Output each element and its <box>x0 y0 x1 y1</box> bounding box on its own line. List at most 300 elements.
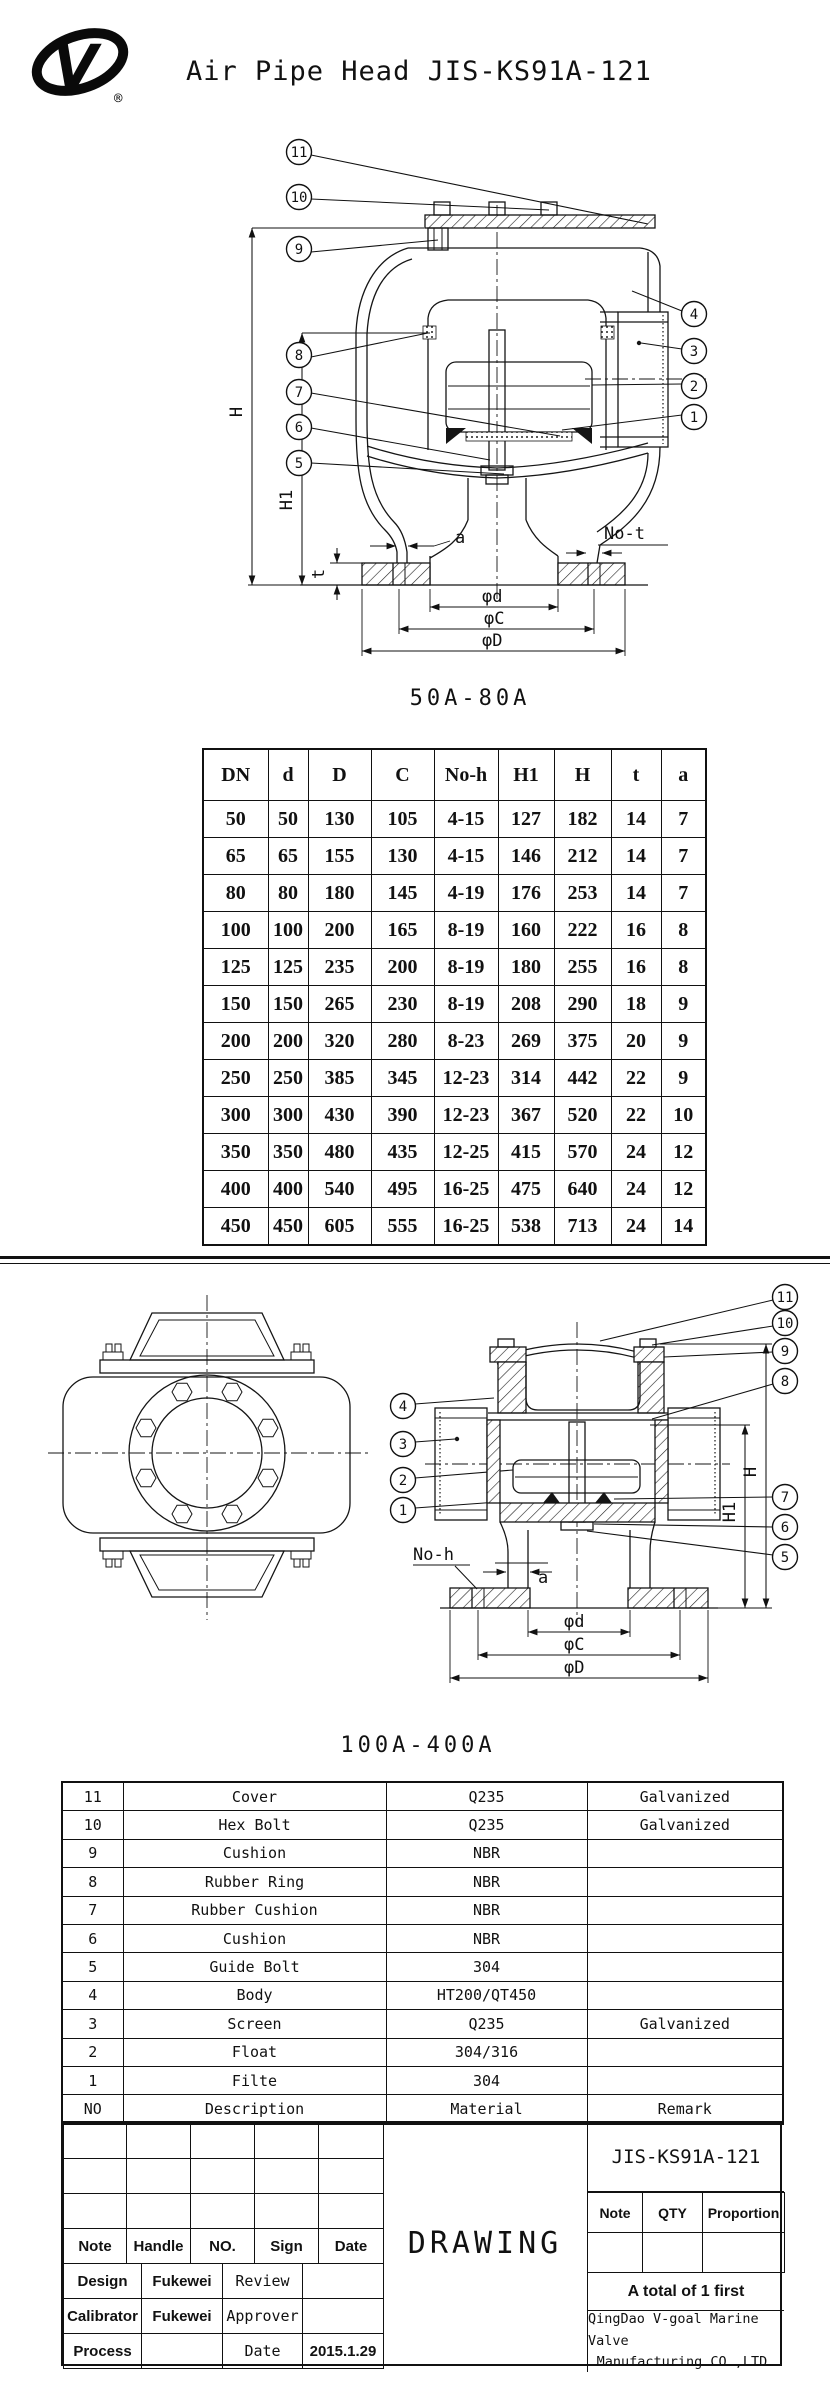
table-row <box>62 2038 783 2066</box>
dim-H1: H1 <box>277 489 297 511</box>
table-cell: 442 <box>554 1060 611 1097</box>
table-cell: 16-25 <box>434 1208 498 1246</box>
rubber-ring <box>601 326 614 339</box>
table-cell: 14 <box>611 801 661 838</box>
table-row <box>62 2010 783 2038</box>
figure2-front-view <box>48 1295 513 1620</box>
guide-bolt-nut <box>428 228 448 250</box>
table-cell: 9 <box>661 1023 706 1060</box>
table-cell: 10 <box>62 1811 123 1839</box>
body-front <box>63 1377 350 1533</box>
table-row <box>203 875 706 912</box>
empty-cell <box>127 2194 191 2229</box>
table-cell: 150 <box>203 986 268 1023</box>
svg-text:2: 2 <box>398 1473 408 1489</box>
callout-6 <box>773 1515 798 1540</box>
table-cell: 7 <box>62 1896 123 1924</box>
empty-cell <box>588 2233 643 2273</box>
table-cell: 200 <box>308 912 371 949</box>
table-cell: Date <box>223 2334 303 2369</box>
header-cell: Note <box>588 2193 643 2233</box>
table-row <box>64 2264 384 2299</box>
col-header: H1 <box>498 749 554 801</box>
table-cell: 304 <box>386 2066 587 2094</box>
table-cell: Screen <box>123 2010 386 2038</box>
rubber-ring <box>423 326 436 339</box>
table-cell: 375 <box>554 1023 611 1060</box>
table-cell: 20 <box>611 1023 661 1060</box>
revision-header-row <box>64 2229 384 2264</box>
dim-phi-D: φD <box>482 631 503 651</box>
table-cell: 10 <box>661 1097 706 1134</box>
qty-header-row <box>588 2193 785 2233</box>
table-cell: 540 <box>308 1171 371 1208</box>
table-row <box>62 1782 783 1811</box>
table-cell: 1 <box>62 2066 123 2094</box>
table-cell: 255 <box>554 949 611 986</box>
title-block-right <box>587 2123 784 2372</box>
dim-phi-C: φC <box>484 609 505 629</box>
empty-row <box>64 2124 384 2159</box>
page-title: Air Pipe Head JIS-KS91A-121 <box>186 56 652 87</box>
table-cell: 4-15 <box>434 838 498 875</box>
table-cell: 367 <box>498 1097 554 1134</box>
dim-t: t <box>309 568 329 580</box>
table-cell: Cover <box>123 1782 386 1811</box>
col-header: No-h <box>434 749 498 801</box>
table-row <box>62 1811 783 1839</box>
table-cell: 400 <box>203 1171 268 1208</box>
table-cell: 269 <box>498 1023 554 1060</box>
cap-flange <box>634 1347 664 1362</box>
footer-cell: Material <box>386 2095 587 2124</box>
callout-11 <box>773 1285 798 1310</box>
flange-right <box>558 563 625 585</box>
table-cell: Calibrator <box>64 2299 142 2334</box>
table-cell: Galvanized <box>587 1811 783 1839</box>
table-cell: 350 <box>268 1134 308 1171</box>
table-cell <box>587 1896 783 1924</box>
sheet-total-note: A total of 1 first <box>587 2273 784 2311</box>
callout-9 <box>773 1339 798 1364</box>
hex-bolt <box>258 1469 278 1486</box>
table-cell: 230 <box>371 986 434 1023</box>
table-row <box>62 1924 783 1952</box>
svg-text:11: 11 <box>290 145 308 161</box>
table-cell <box>587 2038 783 2066</box>
dim-a: a <box>455 528 466 548</box>
table-row <box>62 1981 783 2009</box>
table-row <box>62 1953 783 1981</box>
table-cell: 80 <box>203 875 268 912</box>
company-line: Manufacturing CO.,LTD. <box>596 2354 776 2371</box>
table-cell: 180 <box>308 875 371 912</box>
table-cell: Fukewei <box>142 2299 223 2334</box>
empty-cell <box>64 2194 127 2229</box>
footer-cell: Description <box>123 2095 386 2124</box>
table-cell: 12-25 <box>434 1134 498 1171</box>
table-cell: 640 <box>554 1171 611 1208</box>
table-cell: 495 <box>371 1171 434 1208</box>
table-cell: 200 <box>268 1023 308 1060</box>
table-cell: Design <box>64 2264 142 2299</box>
table-cell: 8 <box>62 1868 123 1896</box>
table-cell: Rubber Ring <box>123 1868 386 1896</box>
table-cell: 300 <box>203 1097 268 1134</box>
table-cell: 345 <box>371 1060 434 1097</box>
table-cell: 7 <box>661 838 706 875</box>
empty-cell <box>643 2233 703 2273</box>
table-row <box>203 1097 706 1134</box>
table-cell: HT200/QT450 <box>386 1981 587 2009</box>
section-divider-thick <box>0 1256 830 1259</box>
table-row <box>64 2299 384 2334</box>
table-cell: NBR <box>386 1896 587 1924</box>
table-cell <box>587 1924 783 1952</box>
table-cell: NBR <box>386 1924 587 1952</box>
rubber-cushion <box>466 432 572 441</box>
table-row <box>203 1023 706 1060</box>
table-cell: 450 <box>268 1208 308 1246</box>
dim-H: H <box>227 406 247 418</box>
callout-11 <box>287 140 312 165</box>
empty-cell <box>703 2233 785 2273</box>
title-block <box>61 2121 782 2371</box>
cover-plate <box>425 215 655 228</box>
dimension-table <box>202 748 705 1246</box>
empty-cell <box>127 2159 191 2194</box>
dim-a: a <box>538 1568 549 1588</box>
table-cell: 125 <box>203 949 268 986</box>
table-row <box>203 1060 706 1097</box>
table-cell: 12 <box>661 1134 706 1171</box>
callout-3 <box>682 339 707 364</box>
hex-bolt <box>136 1419 156 1436</box>
table-cell: 176 <box>498 875 554 912</box>
drawing-type-label: DRAWING <box>407 2226 563 2261</box>
table-cell: 127 <box>498 801 554 838</box>
flange-right <box>628 1588 708 1608</box>
table-cell: Fukewei <box>142 2264 223 2299</box>
table-cell: 475 <box>498 1171 554 1208</box>
header-cell: Handle <box>127 2229 191 2264</box>
hex-bolt <box>222 1383 242 1400</box>
svg-text:4: 4 <box>398 1399 408 1415</box>
table-cell: 11 <box>62 1782 123 1811</box>
header-cell: QTY <box>643 2193 703 2233</box>
table-cell: 50 <box>203 801 268 838</box>
table-cell: 14 <box>611 838 661 875</box>
empty-cell <box>64 2159 127 2194</box>
svg-text:10: 10 <box>776 1316 794 1332</box>
table-cell: 9 <box>661 986 706 1023</box>
table-cell: Guide Bolt <box>123 1953 386 1981</box>
footer-cell: NO <box>62 2095 123 2124</box>
parts-footer-row <box>62 2095 783 2124</box>
dim-phi-d: φd <box>564 1612 585 1632</box>
svg-text:7: 7 <box>294 385 304 401</box>
table-cell: 16 <box>611 949 661 986</box>
table-cell: 250 <box>203 1060 268 1097</box>
table-cell: Body <box>123 1981 386 2009</box>
table-cell: 208 <box>498 986 554 1023</box>
dim-phi-D: φD <box>564 1658 585 1678</box>
table-cell: 130 <box>308 801 371 838</box>
table-row <box>62 2066 783 2094</box>
table-cell: 24 <box>611 1134 661 1171</box>
col-header: a <box>661 749 706 801</box>
svg-text:8: 8 <box>780 1374 790 1390</box>
logo-letter: V <box>53 32 98 100</box>
svg-text:3: 3 <box>689 344 699 360</box>
dim-No-h: No-h <box>413 1545 454 1565</box>
header-cell: Date <box>319 2229 384 2264</box>
empty-cell <box>127 2124 191 2159</box>
table-cell: 80 <box>268 875 308 912</box>
table-row <box>203 838 706 875</box>
table-cell: 3 <box>62 2010 123 2038</box>
vgoal-logo <box>29 22 131 107</box>
table-cell: 8-19 <box>434 986 498 1023</box>
callout-1 <box>682 405 707 430</box>
empty-cell <box>255 2194 319 2229</box>
callout-7 <box>773 1485 798 1510</box>
empty-cell <box>191 2194 255 2229</box>
dim-phi-C: φC <box>564 1635 585 1655</box>
empty-cell <box>255 2124 319 2159</box>
table-cell: 150 <box>268 986 308 1023</box>
empty-cell <box>319 2159 384 2194</box>
table-cell: 520 <box>554 1097 611 1134</box>
header-cell: Note <box>64 2229 127 2264</box>
table-cell: 200 <box>371 949 434 986</box>
table-cell <box>587 2066 783 2094</box>
table-cell: 400 <box>268 1171 308 1208</box>
table-cell: 235 <box>308 949 371 986</box>
callout-4 <box>682 302 707 327</box>
table-cell: 14 <box>611 875 661 912</box>
empty-cell <box>319 2124 384 2159</box>
flange-left <box>362 563 430 585</box>
table-cell: 155 <box>308 838 371 875</box>
table-cell: 4-19 <box>434 875 498 912</box>
col-header: DN <box>203 749 268 801</box>
table-cell: Hex Bolt <box>123 1811 386 1839</box>
section-divider-thin <box>0 1263 830 1264</box>
dim-phi-d: φd <box>482 587 503 607</box>
table-cell: 125 <box>268 949 308 986</box>
table-cell: 24 <box>611 1208 661 1246</box>
table-cell: 2015.1.29 <box>303 2334 384 2369</box>
empty-cell <box>255 2159 319 2194</box>
svg-text:10: 10 <box>290 190 308 206</box>
table-cell: 8-19 <box>434 949 498 986</box>
svg-text:9: 9 <box>780 1344 790 1360</box>
table-cell: 100 <box>268 912 308 949</box>
table-cell: 14 <box>661 1208 706 1246</box>
table-row <box>203 1171 706 1208</box>
table-cell: 314 <box>498 1060 554 1097</box>
table-cell: 160 <box>498 912 554 949</box>
cap-flange <box>490 1347 526 1362</box>
table-row <box>62 1839 783 1867</box>
table-cell: 165 <box>371 912 434 949</box>
table-cell: 65 <box>203 838 268 875</box>
col-header: d <box>268 749 308 801</box>
svg-text:8: 8 <box>294 348 304 364</box>
hex-bolt <box>498 1339 514 1347</box>
empty-row <box>588 2233 785 2273</box>
dim-No-t: No-t <box>604 524 645 544</box>
figure2-section-view <box>413 1285 798 1684</box>
table-row <box>62 1868 783 1896</box>
table-cell: 538 <box>498 1208 554 1246</box>
empty-cell <box>191 2159 255 2194</box>
table-cell: 182 <box>554 801 611 838</box>
table-cell: 50 <box>268 801 308 838</box>
svg-text:3: 3 <box>398 1437 408 1453</box>
header-cell: NO. <box>191 2229 255 2264</box>
callout-2 <box>682 374 707 399</box>
table-cell: 570 <box>554 1134 611 1171</box>
svg-text:9: 9 <box>294 242 304 258</box>
table-cell: 9 <box>661 1060 706 1097</box>
table-cell: Q235 <box>386 1782 587 1811</box>
table-cell: 8-19 <box>434 912 498 949</box>
table-cell: 9 <box>62 1839 123 1867</box>
drawing-number: JIS-KS91A-121 <box>587 2123 784 2192</box>
callout-5 <box>773 1545 798 1570</box>
svg-text:1: 1 <box>689 410 699 426</box>
table-cell: 265 <box>308 986 371 1023</box>
figure1-drawing <box>227 140 707 657</box>
table-cell: Cushion <box>123 1924 386 1952</box>
figure1-caption: 50A-80A <box>409 686 531 711</box>
table-cell <box>587 1868 783 1896</box>
callout-7 <box>287 380 312 405</box>
table-cell: 435 <box>371 1134 434 1171</box>
callout-1 <box>391 1498 416 1523</box>
table-cell <box>303 2299 384 2334</box>
table-cell: 12-23 <box>434 1097 498 1134</box>
seat-cone <box>446 428 466 444</box>
col-header: C <box>371 749 434 801</box>
table-cell: 7 <box>661 875 706 912</box>
svg-text:11: 11 <box>776 1290 794 1306</box>
footer-cell: Remark <box>587 2095 783 2124</box>
table-cell: Cushion <box>123 1839 386 1867</box>
dim-H1: H1 <box>720 1501 740 1523</box>
callout-9 <box>287 237 312 262</box>
svg-text:5: 5 <box>780 1550 790 1566</box>
table-cell: 4 <box>62 1981 123 2009</box>
table-cell: 212 <box>554 838 611 875</box>
callout-5 <box>287 451 312 476</box>
table-cell: 130 <box>371 838 434 875</box>
table-row <box>64 2334 384 2369</box>
table-cell: 16 <box>611 912 661 949</box>
table-row <box>203 986 706 1023</box>
header-cell: Proportion <box>703 2193 785 2233</box>
table-cell: Q235 <box>386 1811 587 1839</box>
table-cell: 555 <box>371 1208 434 1246</box>
table-row <box>203 912 706 949</box>
company-line: QingDao V-goal Marine Valve <box>588 2311 759 2349</box>
table-cell: 280 <box>371 1023 434 1060</box>
callout-3 <box>391 1432 416 1457</box>
table-cell: 200 <box>203 1023 268 1060</box>
hex-bolt <box>258 1419 278 1436</box>
svg-text:1: 1 <box>398 1503 408 1519</box>
empty-row <box>64 2159 384 2194</box>
table-cell: 8 <box>661 912 706 949</box>
table-header-row <box>203 749 706 801</box>
empty-row <box>64 2194 384 2229</box>
callout-8 <box>287 343 312 368</box>
float <box>446 362 592 432</box>
dim-H: H <box>741 1466 761 1478</box>
table-cell: 350 <box>203 1134 268 1171</box>
table-cell: 8-23 <box>434 1023 498 1060</box>
table-cell: Q235 <box>386 2010 587 2038</box>
svg-text:7: 7 <box>780 1490 790 1506</box>
table-row <box>203 949 706 986</box>
table-cell: 18 <box>611 986 661 1023</box>
table-row <box>203 1208 706 1246</box>
table-cell: 450 <box>203 1208 268 1246</box>
company-name <box>587 2311 784 2372</box>
table-cell: 605 <box>308 1208 371 1246</box>
table-cell: 713 <box>554 1208 611 1246</box>
table-cell: 480 <box>308 1134 371 1171</box>
table-cell: 22 <box>611 1060 661 1097</box>
table-cell: NBR <box>386 1839 587 1867</box>
table-row <box>203 1134 706 1171</box>
table-cell <box>587 1981 783 2009</box>
table-cell: Review <box>223 2264 303 2299</box>
table-cell: Float <box>123 2038 386 2066</box>
table-cell: 304 <box>386 1953 587 1981</box>
parts-list-table <box>61 1781 782 2125</box>
svg-text:2: 2 <box>689 379 699 395</box>
col-header: H <box>554 749 611 801</box>
bolt <box>434 202 450 215</box>
table-cell: Process <box>64 2334 142 2369</box>
callout-10 <box>287 185 312 210</box>
svg-text:6: 6 <box>780 1520 790 1536</box>
table-cell: 390 <box>371 1097 434 1134</box>
callout-6 <box>287 415 312 440</box>
signature-grid <box>63 2263 384 2369</box>
table-cell: 16-25 <box>434 1171 498 1208</box>
table-cell: Galvanized <box>587 1782 783 1811</box>
callout-8 <box>773 1369 798 1394</box>
title-block-grid <box>63 2123 384 2264</box>
seat-cone <box>572 428 592 444</box>
table-cell: 300 <box>268 1097 308 1134</box>
table-cell: 65 <box>268 838 308 875</box>
table-cell: 253 <box>554 875 611 912</box>
table-cell: 415 <box>498 1134 554 1171</box>
flange-left <box>450 1588 530 1608</box>
table-cell: Rubber Cushion <box>123 1896 386 1924</box>
empty-cell <box>64 2124 127 2159</box>
registered-mark: ® <box>114 91 123 107</box>
table-cell: 146 <box>498 838 554 875</box>
table-cell: 4-15 <box>434 801 498 838</box>
table-cell: 100 <box>203 912 268 949</box>
table-row <box>62 1896 783 1924</box>
